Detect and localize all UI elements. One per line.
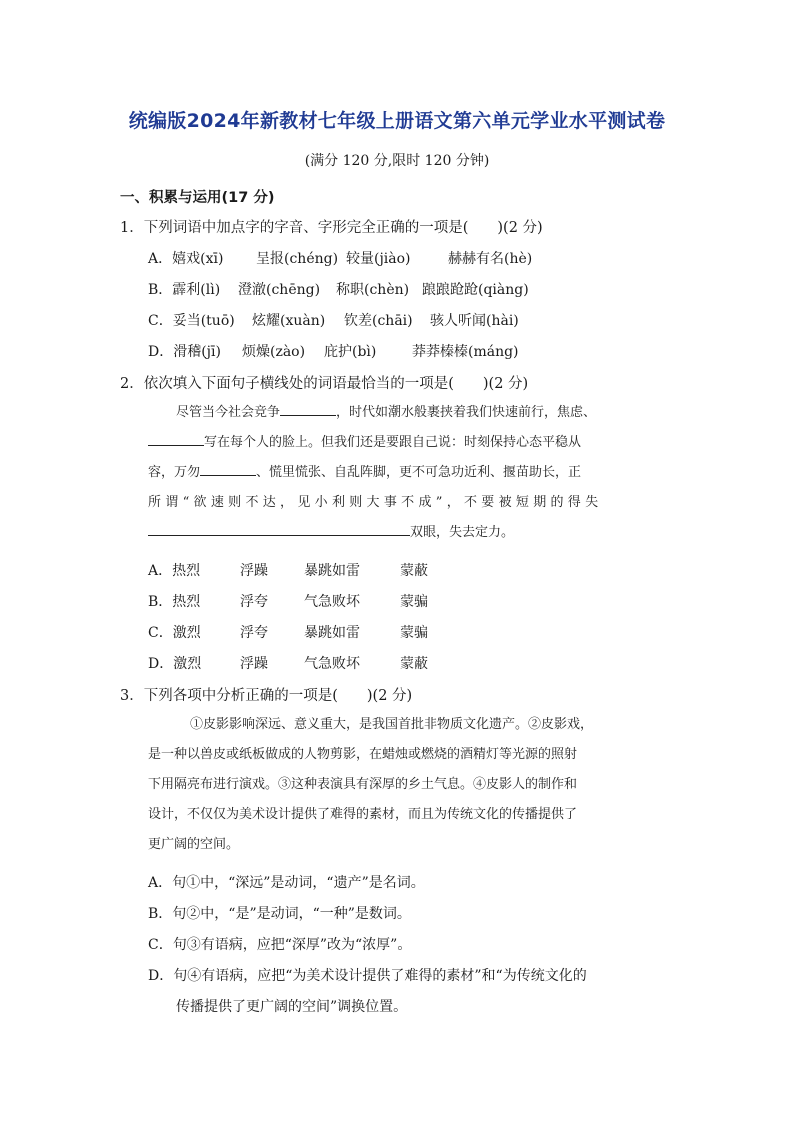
q2-option-b: B．热烈 浮夸 气急败坏 蒙骗 (148, 594, 428, 610)
q3-passage: ①皮影影响深远、意义重大，是我国首批非物质文化遗产。②皮影戏， 是一种以兽皮或纸板做成的人物剪影，在蜡烛或燃烧的酒精灯等光源的照射 下用隔亮布进行演戏。③这种表演具有深厚的乡土气息。④皮影人的制作和 设计，不仅仅为美术设计提供了难得的素材，而且为传统文化的传播提供了 更广阔的空间。 (148, 717, 594, 852)
q1-option-b: B．霹利(lì) 澄澈(chēng) 称职(chèn) 踉踉跄跄(qiàng) (148, 282, 529, 298)
question-3-stem: 3．下列各项中分析正确的一项是( )(2 分) (120, 688, 413, 704)
q3-option-d: D．句④有语病，应把“为美术设计提供了难得的素材”和“为传统文化的 (148, 968, 587, 984)
section-heading: 一、积累与运用(17 分) (120, 190, 275, 206)
q3-option-a: A．句①中，“深远”是动词，“遗产”是名词。 (148, 875, 425, 891)
q1-option-d: D．滑稽(jī) 烦燥(zào) 庇护(bì) 莽莽榛榛(máng) (148, 344, 519, 360)
q3-option-b: B．句②中，“是”是动词，“一种”是数词。 (148, 906, 411, 922)
q1-option-c: C．妥当(tuō) 炫耀(xuàn) 钦差(chāi) 骇人听闻(hài) (148, 313, 519, 329)
q3-option-c: C．句③有语病，应把“深厚”改为“浓厚”。 (148, 937, 412, 953)
question-2-stem: 2．依次填入下面句子横线处的词语最恰当的一项是( )(2 分) (120, 376, 529, 392)
exam-title: 统编版2024年新教材七年级上册语文第六单元学业水平测试卷 (128, 110, 666, 132)
question-1-stem: 1．下列词语中加点字的字音、字形完全正确的一项是( )(2 分) (120, 220, 543, 236)
q3-option-d-continued: 传播提供了更广阔的空间”调换位置。 (176, 999, 408, 1015)
q1-option-a: A．嬉戏(xī) 呈报(chéng) 较量(jiào) 赫赫有名(hè) (148, 251, 533, 267)
q2-passage: 尽管当今社会竞争 ，时代如潮水般裹挟着我们快速前行，焦虑、 写在每个人的脸上。但我们还是要跟自己说：时刻保持心态平稳从 容，万勿 、慌里慌张、自乱阵脚，更不可急功近利、揠苗助长，正 所谓“欲速则不达，见小利则大事不成”，不要被短期的得失 双眼，失去定力。 (148, 398, 676, 548)
q2-option-d: D．激烈 浮躁 气急败坏 蒙蔽 (148, 656, 428, 672)
q2-option-c: C．激烈 浮夸 暴跳如雷 蒙骗 (148, 625, 428, 641)
exam-subtitle: (满分 120 分,限时 120 分钟) (304, 153, 490, 169)
q2-option-a: A．热烈 浮躁 暴跳如雷 蒙蔽 (148, 563, 428, 579)
